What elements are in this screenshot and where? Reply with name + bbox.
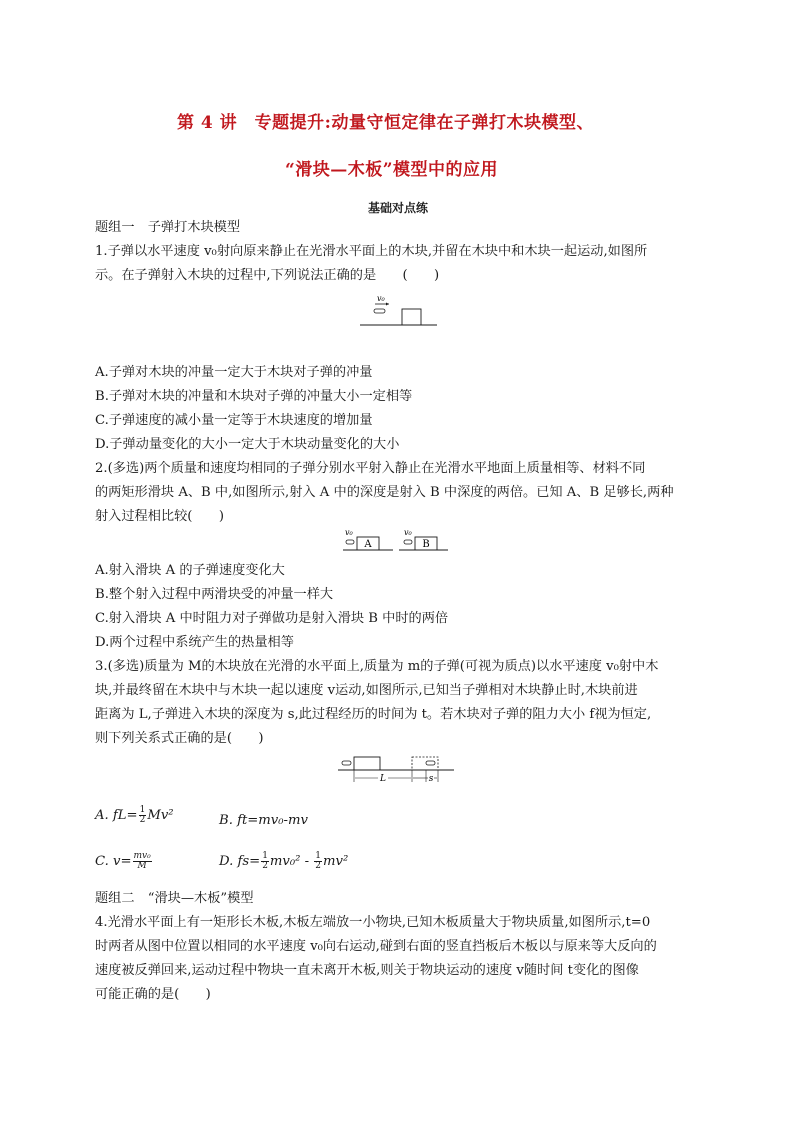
q2-line-3: 射入过程相比较( ) <box>95 509 224 524</box>
q3-bullet-start <box>342 761 351 765</box>
q1-line-2: 示。在子弹射入木块的过程中,下列说法正确的是 ( ) <box>95 268 440 283</box>
q3-option-d: D. fs= $\frac{1}{2}$ mv₀² - $\frac{1}{2}$ mv² <box>219 851 349 871</box>
q3-option-a: A. fL= $\frac{1}{2}$ Mv² <box>95 805 174 825</box>
q3-option-b: B. ft=mv₀-mv <box>219 813 308 828</box>
q3-option-d-fraction-2: $\frac{1}{2}$ <box>315 851 322 871</box>
group2-heading: 题组二 “滑块—木板”模型 <box>95 891 254 906</box>
q2-option-a: A.射入滑块 A 的子弹速度变化大 <box>95 563 285 578</box>
q2-label-b: B <box>422 539 430 550</box>
q4-line-1: 4.光滑水平面上有一矩形长木板,木板左端放一小物块,已知木板质量大于物块质量,如图所示,t=0 <box>95 915 651 930</box>
q1-option-d: D.子弹动量变化的大小一定大于木块动量变化的大小 <box>95 437 400 452</box>
q3-label-L: L <box>380 774 386 784</box>
q2-option-b: B.整个射入过程中两滑块受的冲量一样大 <box>95 587 334 602</box>
q2-line-1: 2.(多选)两个质量和速度均相同的子弹分别水平射入静止在光滑水平地面上质量相等、材料不同 <box>95 461 646 476</box>
q1-figure <box>355 292 445 328</box>
q3-option-d-fraction-1: $\frac{1}{2}$ <box>262 851 268 871</box>
q1-option-a: A.子弹对木块的冲量一定大于木块对子弹的冲量 <box>95 365 373 380</box>
q3-line-4: 则下列关系式正确的是( ) <box>95 731 264 746</box>
q1-block <box>402 309 421 325</box>
q2-option-d: D.两个过程中系统产生的热量相等 <box>95 635 294 650</box>
q2-bullet-b <box>404 540 412 544</box>
q4-line-2: 时两者从图中位置以相同的水平速度 v₀向右运动,碰到右面的竖直挡板后木板以与原来等大反向的 <box>95 939 657 954</box>
q1-option-c: C.子弹速度的减小量一定等于木块速度的增加量 <box>95 413 373 428</box>
q1-bullet <box>374 309 385 313</box>
q1-line-1: 1.子弹以水平速度 v₀射向原来静止在光滑水平面上的木块,并留在木块中和木块一起运动,如图所 <box>95 244 648 259</box>
section-subtitle: 基础对点练 <box>368 201 429 215</box>
q3-label-s: s <box>428 774 434 784</box>
q3-option-c-fraction: $\frac{\text{mv₀}}{M}$ <box>133 851 151 871</box>
q2-option-c: C.射入滑块 A 中时阻力对子弹做功是射入滑块 B 中时的两倍 <box>95 611 449 626</box>
q1-fig-v0: v₀ <box>377 294 385 303</box>
q4-line-3: 速度被反弹回来,运动过程中物块一直未离开木板,则关于物块运动的速度 v随时间 t变化的图像 <box>95 963 639 978</box>
q3-line-2: 块,并最终留在木块中与木块一起以速度 v运动,如图所示,已知当子弹相对木块静止时,木块前进 <box>95 683 638 698</box>
q3-figure <box>338 756 458 784</box>
q2-figure <box>343 527 453 553</box>
q2-fig-v0-a: v₀ <box>345 528 353 537</box>
q2-label-a: A <box>364 539 372 550</box>
q3-block-start <box>354 757 380 770</box>
q3-line-3: 距离为 L,子弹进入木块的深度为 s,此过程经历的时间为 t。若木块对子弹的阻力大小 f视为恒定, <box>95 707 652 722</box>
q3-block-end <box>412 757 438 770</box>
title-line-1: 第 4 讲 专题提升:动量守恒定律在子弹打木块模型、 <box>177 113 594 133</box>
q3-bullet-end <box>426 761 435 765</box>
q2-line-2: 的两矩形滑块 A、B 中,如图所示,射入 A 中的深度是射入 B 中深度的两倍。已知 A、B 足够长,两种 <box>95 485 674 500</box>
q3-line-1: 3.(多选)质量为 M的木块放在光滑的水平面上,质量为 m的子弹(可视为质点)以水平速度 v₀射中木 <box>95 659 659 674</box>
group1-heading: 题组一 子弹打木块模型 <box>95 220 241 235</box>
q2-bullet-a <box>346 540 354 544</box>
q3-option-c: C. v= $\frac{\text{mv₀}}{M}$ <box>95 851 151 871</box>
q1-option-b: B.子弹对木块的冲量和木块对子弹的冲量大小一定相等 <box>95 389 413 404</box>
q2-fig-v0-b: v₀ <box>404 528 412 537</box>
q4-line-4: 可能正确的是( ) <box>95 987 211 1002</box>
q3-option-a-fraction: $\frac{1}{2}$ <box>139 805 146 825</box>
title-line-2: “滑块—木板”模型中的应用 <box>285 160 499 180</box>
